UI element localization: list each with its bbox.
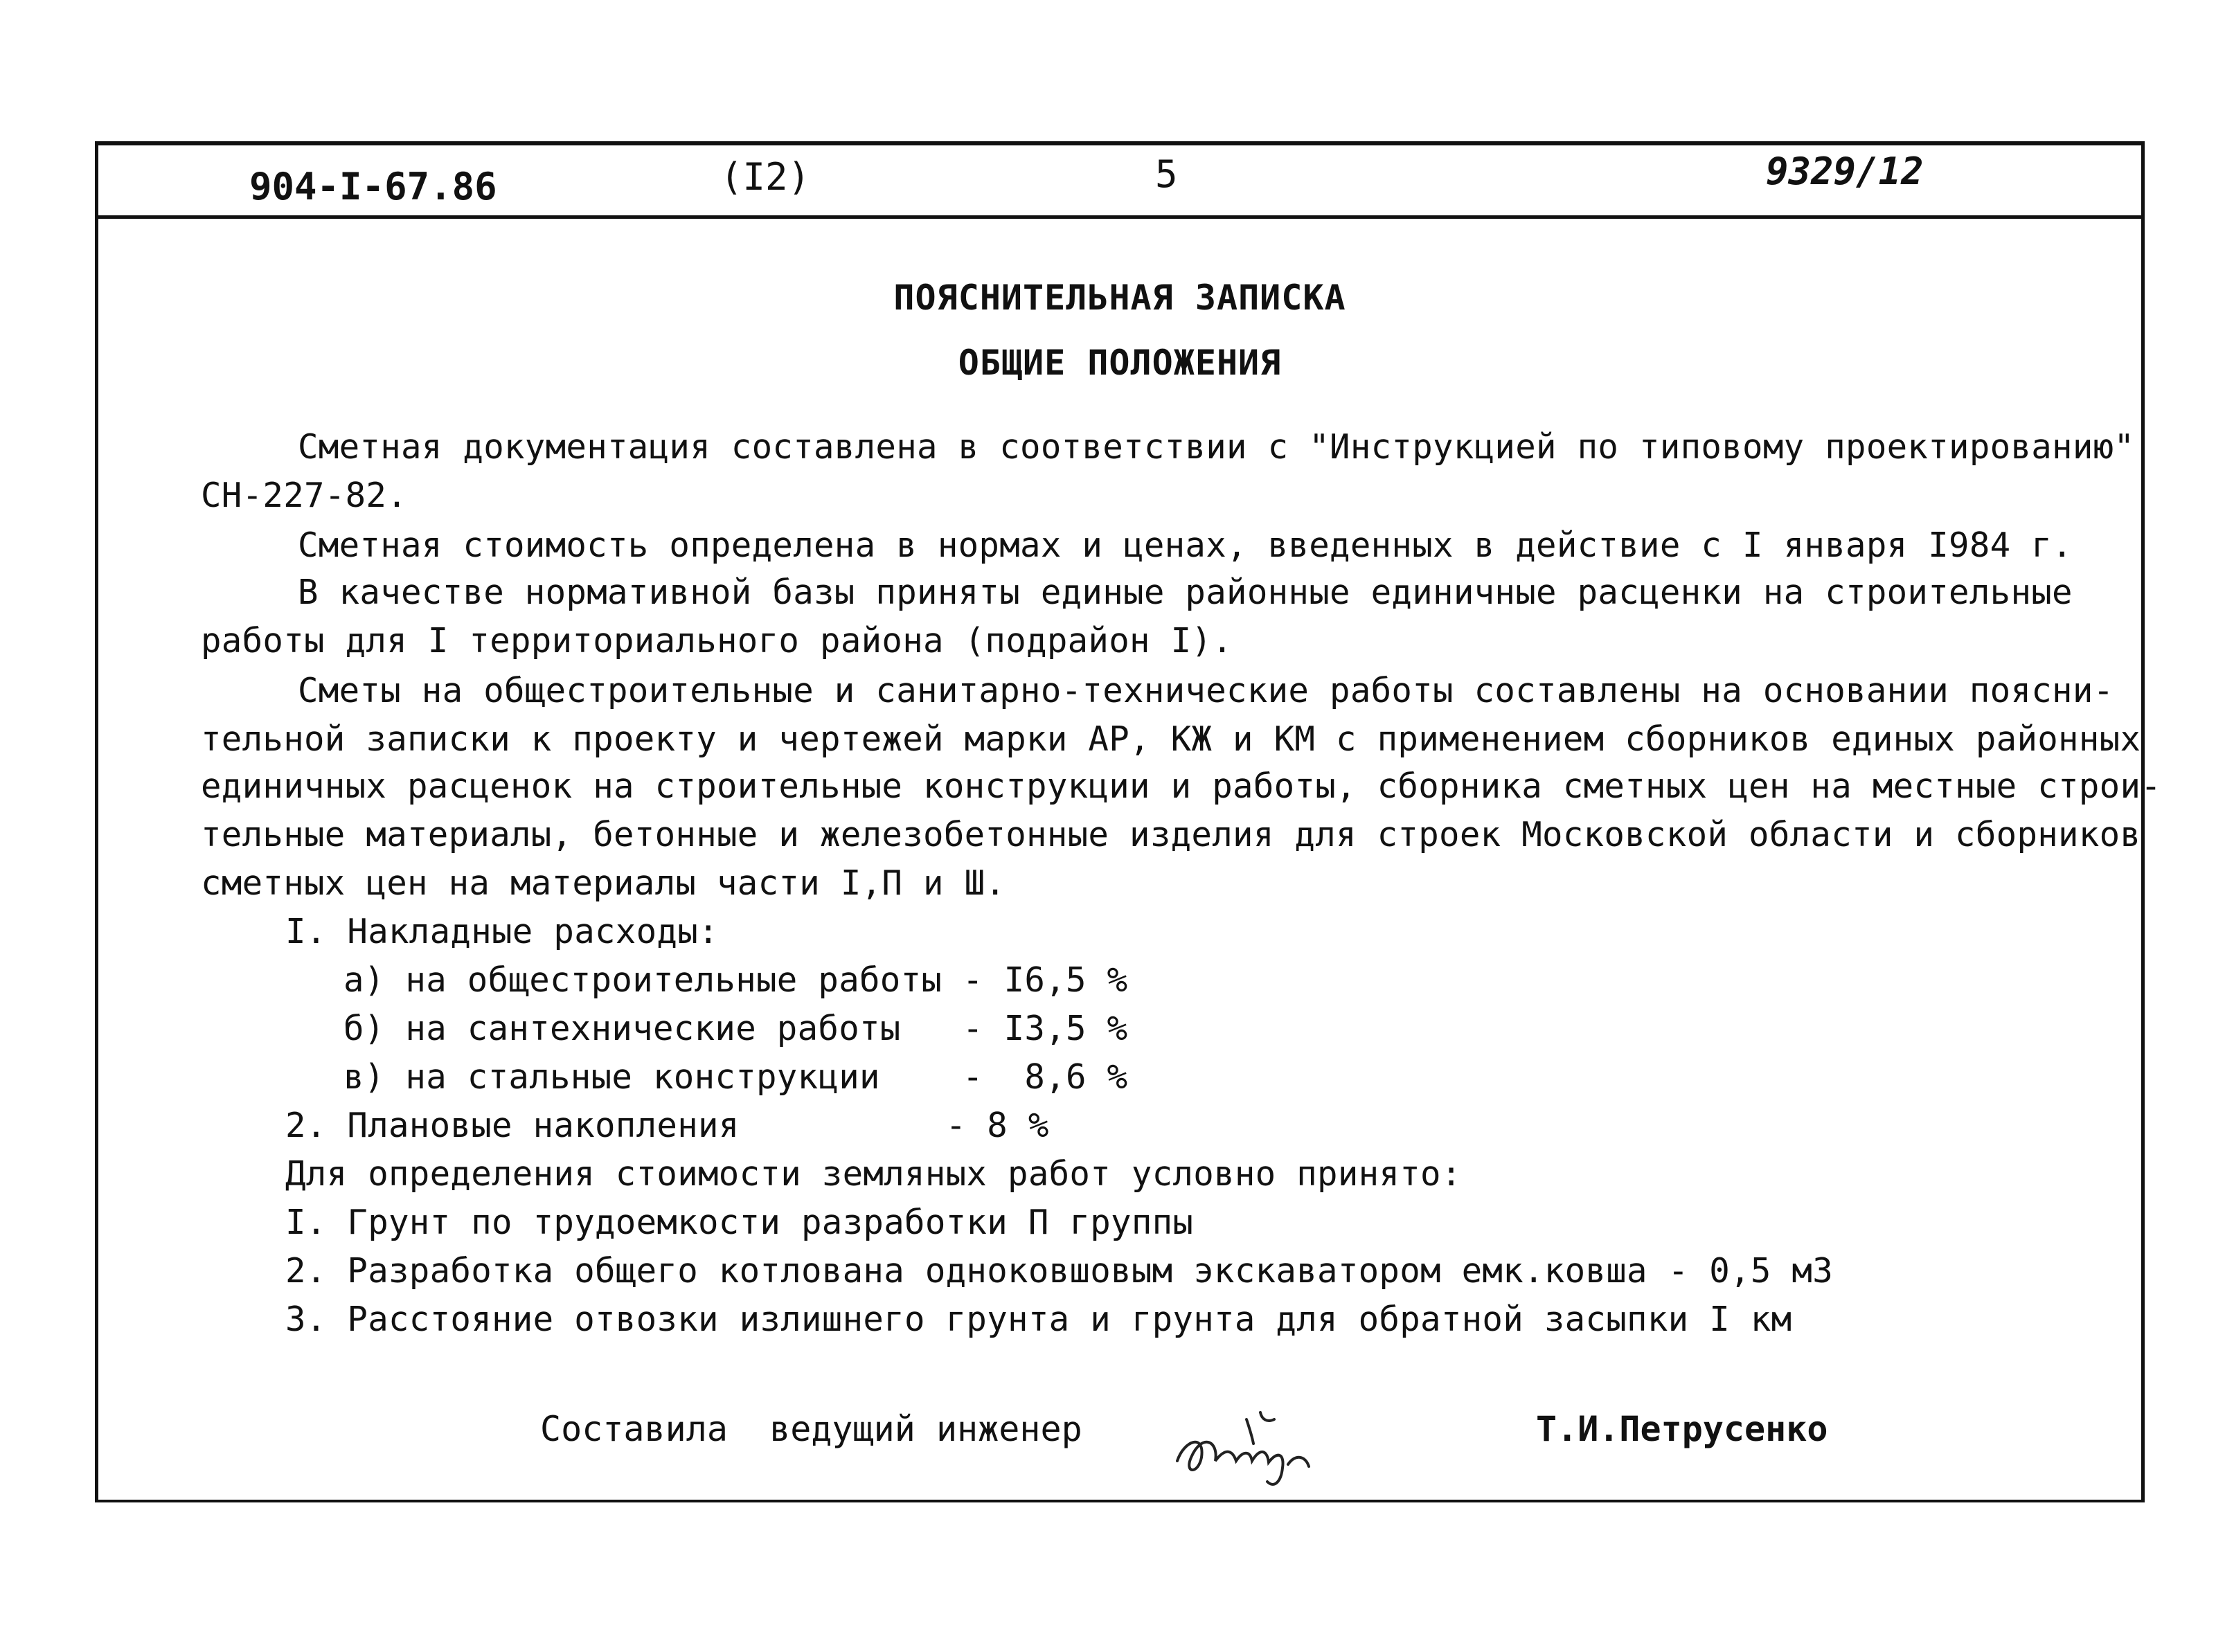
list-item: I. Грунт по трудоемкости разработки П группы [285,1203,1194,1242]
header-divider [95,215,2145,219]
list-item: 2. Разработка общего котлована одноковшовым экскаватором емк.ковша - 0,5 м3 [285,1251,1834,1291]
body-line: СН-227-82. [201,476,408,515]
document-title: ПОЯСНИТЕЛЬНАЯ ЗАПИСКА [893,278,1346,318]
body-line: Сметы на общестроительные и санитарно-технические работы составлены на основании поясни- [298,671,2114,710]
page-number: 5 [1155,152,1178,196]
inventory-number: 9329/12 [1766,150,1924,193]
body-line: сметных цен на материалы части I,П и Ш. [201,863,1006,903]
body-line: Для определения стоимости земляных работ условно принято: [285,1154,1462,1194]
body-line: В качестве нормативной базы приняты единые районные единичные расценки на строительные [298,573,2073,612]
list-item: а) на общестроительные работы - I6,5 % [343,960,1128,1000]
list-item: I. Накладные расходы: [285,912,719,951]
body-line: тельной записки к проекту и чертежей марки АР, КЖ и КМ с применением сборников единых районных [201,719,2141,759]
body-line: тельные материалы, бетонные и железобетонные изделия для строек Московской области и сборников [201,815,2141,854]
section-title: ОБЩИЕ ПОЛОЖЕНИЯ [958,343,1282,383]
body-line: работы для I территориального района (подрайон I). [201,621,1233,661]
doc-code: 904-I-67.86 [249,165,497,208]
handwritten-signature [1163,1392,1343,1496]
signature-label: Составила ведущий инженер [540,1409,1082,1449]
list-item: в) на стальные конструкции - 8,6 % [343,1057,1128,1097]
list-item: 2. Плановые накопления - 8 % [285,1106,1049,1145]
sheet-number: (I2) [720,155,811,199]
body-line: Сметная документация составлена в соответствии с "Инструкцией по типовому проектированию" [298,427,2135,467]
list-item: 3. Расстояние отвозки излишнего грунта и грунта для обратной засыпки I км [285,1300,1792,1339]
body-line: единичных расценок на строительные конструкции и работы, сборника сметных цен на местные строи- [201,766,2162,806]
body-line: Сметная стоимость определена в нормах и ценах, введенных в действие с I января I984 г. [298,526,2073,565]
list-item: б) на сантехнические работы - I3,5 % [343,1009,1128,1048]
signer-name: Т.И.Петрусенко [1536,1409,1828,1449]
